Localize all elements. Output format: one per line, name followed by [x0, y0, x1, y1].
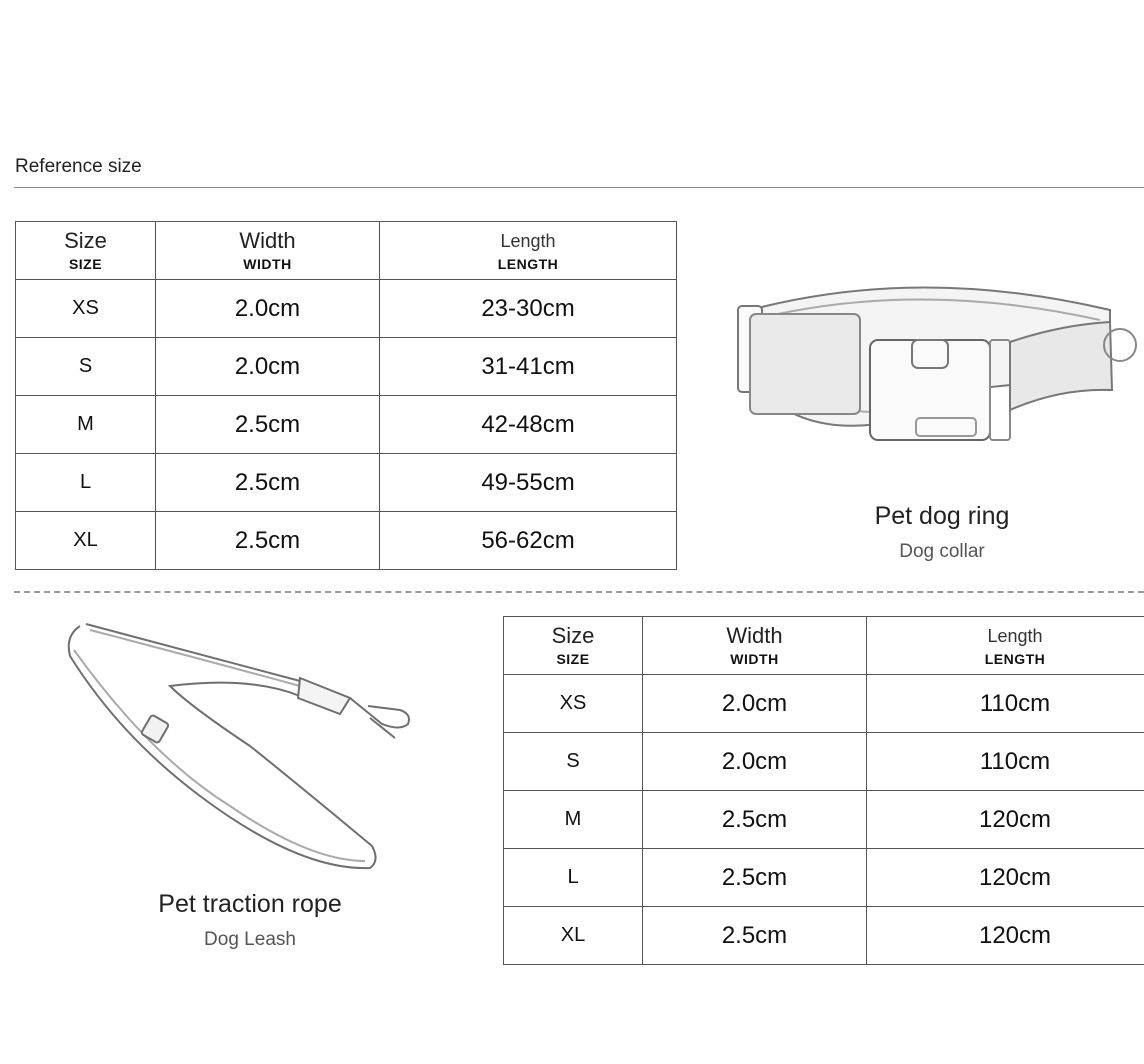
length-cell: 49-55cm	[380, 454, 677, 512]
length-cell: 23-30cm	[380, 280, 677, 338]
width-cell: 2.0cm	[156, 338, 380, 396]
leash-size-table	[503, 616, 1144, 965]
table-row	[504, 675, 1144, 733]
dashed-divider	[14, 591, 1144, 593]
length-cell: 120cm	[867, 849, 1144, 907]
header-size: Size SIZE	[504, 617, 643, 675]
size-cell: M	[504, 791, 643, 849]
width-cell: 2.5cm	[643, 791, 867, 849]
size-cell: M	[16, 396, 156, 454]
header-length: Length LENGTH	[867, 617, 1144, 675]
width-cell: 2.5cm	[156, 454, 380, 512]
width-cell: 2.0cm	[156, 280, 380, 338]
table-row	[16, 512, 677, 570]
table-header-row	[16, 222, 677, 280]
collar-subtitle: Dog collar	[899, 541, 985, 562]
width-cell: 2.5cm	[156, 512, 380, 570]
size-cell: L	[504, 849, 643, 907]
length-cell: 42-48cm	[380, 396, 677, 454]
length-cell: 120cm	[867, 907, 1144, 965]
dog-leash-illustration	[50, 606, 430, 886]
width-cell: 2.0cm	[643, 675, 867, 733]
table-row	[504, 791, 1144, 849]
table-row	[16, 454, 677, 512]
table-row	[16, 338, 677, 396]
length-cell: 31-41cm	[380, 338, 677, 396]
size-cell: XS	[16, 280, 156, 338]
title-divider	[14, 187, 1144, 188]
header-width: Width WIDTH	[156, 222, 380, 280]
length-cell: 120cm	[867, 791, 1144, 849]
table-header-row	[504, 617, 1144, 675]
table-row	[504, 907, 1144, 965]
width-cell: 2.0cm	[643, 733, 867, 791]
size-cell: L	[16, 454, 156, 512]
table-row	[16, 280, 677, 338]
size-cell: S	[16, 338, 156, 396]
collar-title: Pet dog ring	[874, 502, 1010, 530]
collar-size-table	[15, 221, 677, 570]
length-cell: 56-62cm	[380, 512, 677, 570]
table-row	[16, 396, 677, 454]
width-cell: 2.5cm	[643, 907, 867, 965]
dog-collar-illustration	[720, 270, 1140, 460]
width-cell: 2.5cm	[643, 849, 867, 907]
size-cell: XS	[504, 675, 643, 733]
leash-subtitle: Dog Leash	[204, 929, 296, 950]
header-length: Length LENGTH	[380, 222, 677, 280]
table-row	[504, 733, 1144, 791]
length-cell: 110cm	[867, 733, 1144, 791]
section-title: Reference size	[15, 156, 142, 177]
size-cell: XL	[16, 512, 156, 570]
collar-caption	[792, 502, 1092, 563]
width-cell: 2.5cm	[156, 396, 380, 454]
leash-caption	[100, 890, 400, 951]
size-cell: S	[504, 733, 643, 791]
leash-title: Pet traction rope	[158, 890, 342, 918]
header-width: Width WIDTH	[643, 617, 867, 675]
table-row	[504, 849, 1144, 907]
size-cell: XL	[504, 907, 643, 965]
length-cell: 110cm	[867, 675, 1144, 733]
header-size: Size SIZE	[16, 222, 156, 280]
